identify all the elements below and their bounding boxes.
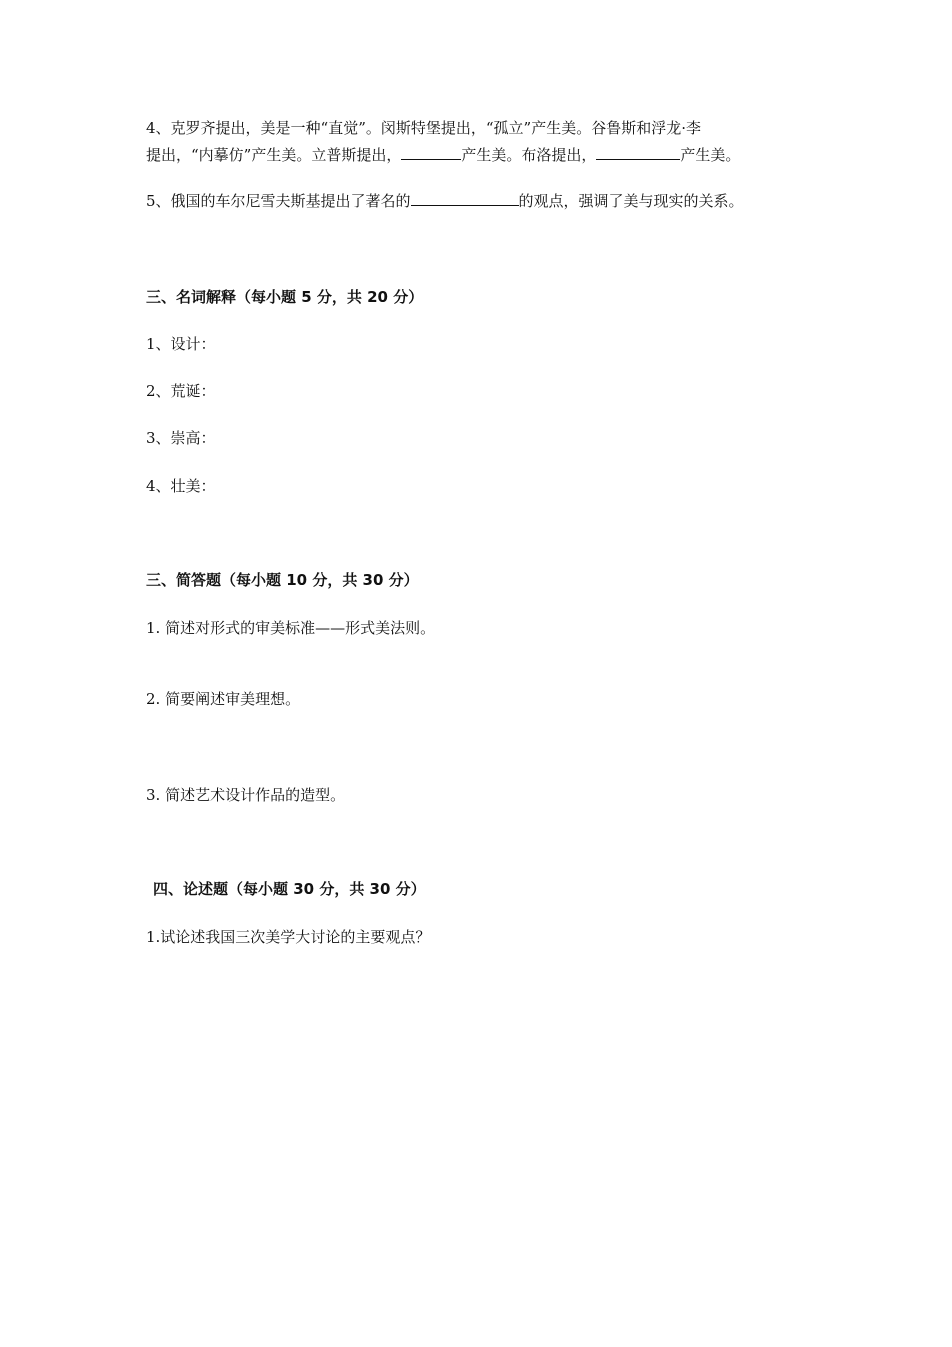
q4-line1 — [146, 118, 701, 138]
q5-text-b: 的观点，强调了美与现实的关系。 — [518, 192, 744, 210]
term-item: 3、崇高： — [146, 429, 216, 447]
term-item: 4、壮美： — [146, 477, 216, 495]
q4-line2 — [146, 145, 740, 165]
q4-text-2b: 产生美。布洛提出， — [461, 146, 597, 164]
section-heading-short: 三、简答题（每小题 10 分，共 30 分） — [146, 571, 419, 589]
blank-line — [401, 145, 461, 160]
q5-line — [146, 191, 744, 211]
essay-question: 1.试论述我国三次美学大讨论的主要观点？ — [146, 928, 431, 946]
blank-line — [596, 145, 680, 160]
q4-text-2c: 产生美。 — [680, 146, 741, 164]
q4-text-1: 4、克罗齐提出，美是一种“直觉”。闵斯特堡提出，“孤立”产生美。谷鲁斯和浮龙·李 — [146, 119, 701, 137]
short-question: 1. 简述对形式的审美标准——形式美法则。 — [146, 619, 436, 637]
short-question: 2. 简要阐述审美理想。 — [146, 690, 301, 708]
blank-line — [411, 191, 519, 206]
q5-text-a: 5、俄国的车尔尼雪夫斯基提出了著名的 — [146, 192, 411, 210]
q4-text-2a: 提出，“内摹仿”产生美。立普斯提出， — [146, 146, 402, 164]
term-item: 1、设计： — [146, 335, 216, 353]
term-item: 2、荒诞： — [146, 382, 216, 400]
section-heading-essay: 四、论述题（每小题 30 分，共 30 分） — [153, 880, 426, 898]
short-question: 3. 简述艺术设计作品的造型。 — [146, 786, 346, 804]
section-heading-terms: 三、名词解释（每小题 5 分，共 20 分） — [146, 288, 424, 306]
